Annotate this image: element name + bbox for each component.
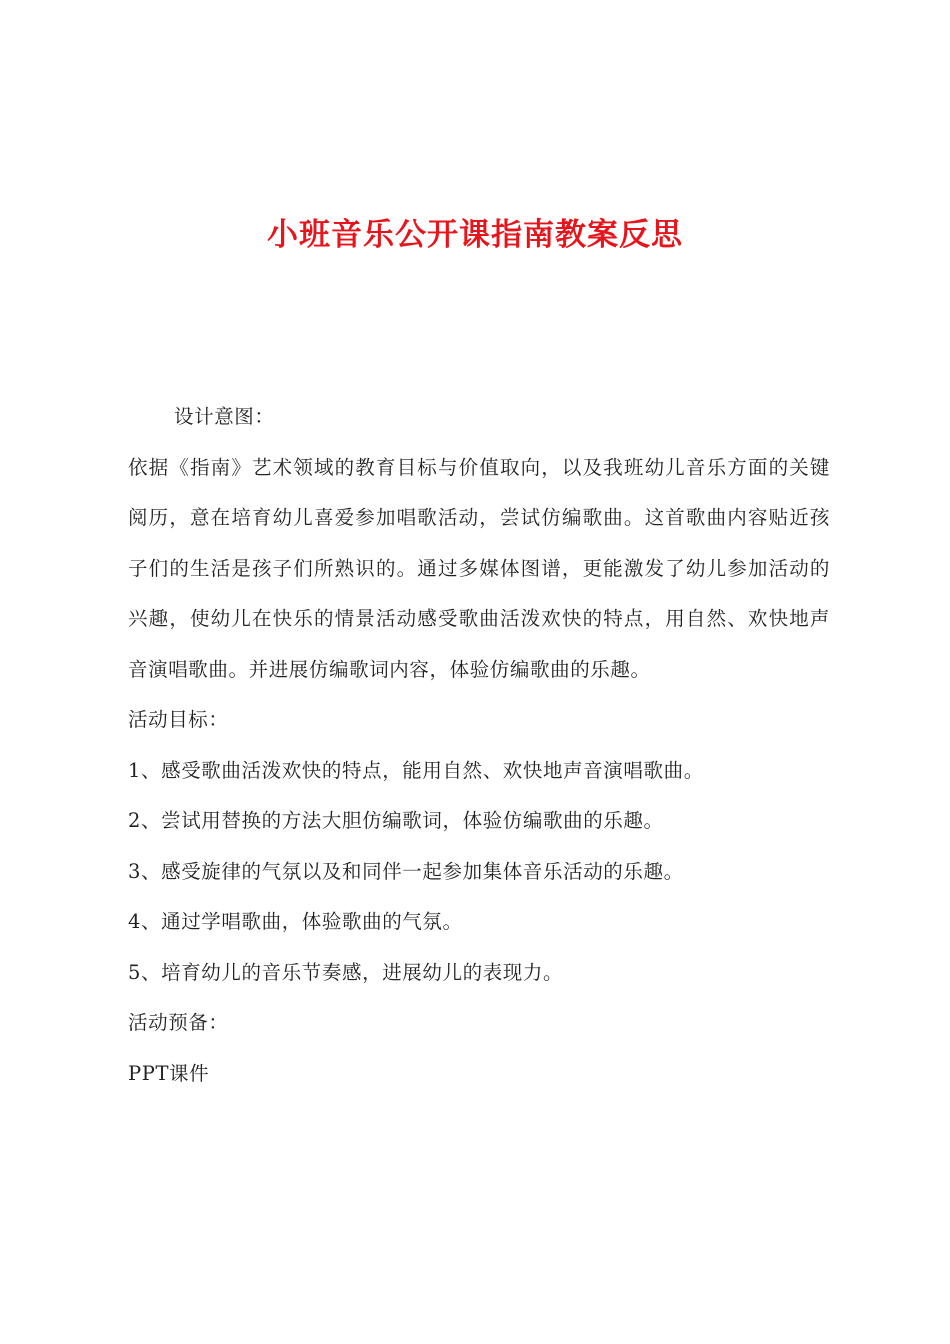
goal-item-4: 4、通过学唱歌曲，体验歌曲的气氛。 bbox=[128, 910, 463, 933]
prep-heading: 活动预备： bbox=[128, 1011, 229, 1034]
document-title: 小班音乐公开课指南教案反思 bbox=[267, 217, 683, 253]
goal-item-2: 2、尝试用替换的方法大胆仿编歌词，体验仿编歌曲的乐趣。 bbox=[128, 809, 664, 832]
design-intent-heading: 设计意图： bbox=[174, 405, 275, 428]
design-intent-paragraph: 依据《指南》艺术领域的教育目标与价值取向，以及我班幼儿音乐方面的关键阅历，意在培育幼儿喜爱参加唱歌活动，尝试仿编歌曲。这首歌曲内容贴近孩子们的生活是孩子们所熟识的。通过多媒体图谱，更能激发了幼儿参加活动的兴趣，使幼儿在快乐的情景活动感受歌曲活泼欢快的特点，用自然、欢快地声音演唱歌曲。并进展仿编歌词内容，体验仿编歌曲的乐趣。 bbox=[128, 455, 830, 681]
document-body bbox=[128, 392, 830, 1099]
prep-item: PPT课件 bbox=[128, 1061, 210, 1085]
goal-item-5: 5、培育幼儿的音乐节奏感，进展幼儿的表现力。 bbox=[128, 960, 564, 984]
goal-item-3: 3、感受旋律的气氛以及和同伴一起参加集体音乐活动的乐趣。 bbox=[128, 859, 684, 883]
goals-heading: 活动目标： bbox=[128, 708, 229, 731]
goal-item-1: 1、感受歌曲活泼欢快的特点，能用自然、欢快地声音演唱歌曲。 bbox=[128, 758, 704, 782]
